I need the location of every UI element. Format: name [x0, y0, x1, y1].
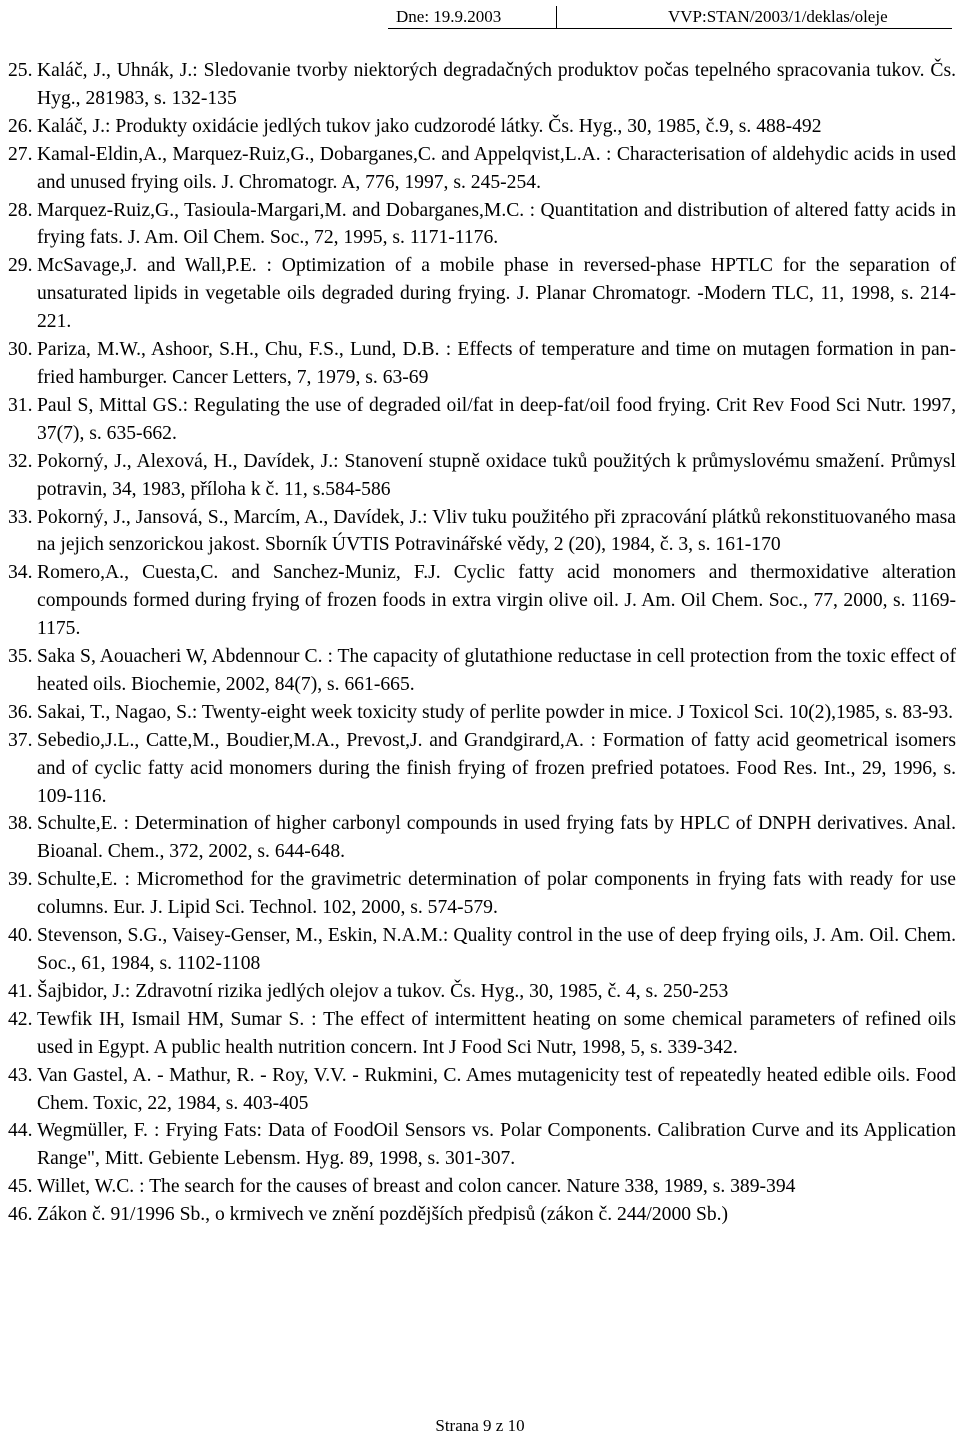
- reference-number: 29.: [8, 255, 33, 277]
- reference-number: 43.: [8, 1064, 33, 1086]
- reference-text: Paul S, Mittal GS.: Regulating the use of degraded oil/fat in deep-fat/oil food frying. Crit Rev Food Sci Nutr. 1997, 37(7), s. 635-662.: [37, 394, 956, 444]
- reference-text: Wegmüller, F. : Frying Fats: Data of FoodOil Sensors vs. Polar Components. Calibration Curve and its Application Range", Mitt. Gebiente Lebensm. Hyg. 89, 1998, s. 301-307.: [37, 1120, 956, 1170]
- reference-item: [0, 727, 956, 811]
- reference-item: [0, 57, 956, 113]
- reference-text: Romero,A., Cuesta,C. and Sanchez-Muniz, F.J. Cyclic fatty acid monomers and thermoxidative alteration compounds formed during frying of frozen foods in extra virgin olive oil. J. Am. Oil Chem. Soc., 77, 2000, s. 1169-1175.: [37, 562, 956, 640]
- reference-item: [0, 559, 956, 643]
- page-footer: [0, 1416, 960, 1436]
- reference-item: [0, 699, 956, 727]
- reference-number: 27.: [8, 143, 33, 165]
- reference-number: 34.: [8, 562, 33, 584]
- reference-number: 32.: [8, 450, 33, 472]
- reference-text: Schulte,E. : Micromethod for the gravimetric determination of polar components in frying fats with ready for use columns. Eur. J. Lipid Sci. Technol. 102, 2000, s. 574-579.: [37, 869, 956, 919]
- reference-text: McSavage,J. and Wall,P.E. : Optimization of a mobile phase in reversed-phase HPTLC for the separation of unsaturated lipids in vegetable oils degraded during frying. J. Planar Chromatogr. -Modern TLC, 11, 1998, s. 214-221.: [37, 255, 956, 333]
- reference-item: [0, 922, 956, 978]
- reference-text: Kaláč, J.: Produkty oxidácie jedlých tukov jako cudzorodé látky. Čs. Hyg., 30, 1985, č.9, s. 488-492: [37, 115, 822, 137]
- reference-number: 31.: [8, 394, 33, 416]
- reference-number: 26.: [8, 115, 33, 137]
- reference-item: [0, 810, 956, 866]
- reference-item: [0, 141, 956, 197]
- reference-number: 44.: [8, 1120, 33, 1142]
- reference-item: [0, 1201, 956, 1229]
- reference-number: 39.: [8, 869, 33, 891]
- reference-item: [0, 504, 956, 560]
- reference-number: 40.: [8, 925, 33, 947]
- reference-text: Sebedio,J.L., Catte,M., Boudier,M.A., Prevost,J. and Grandgirard,A. : Formation of fatty acid geometrical isomers and of cyclic fatty acid monomers during the finish frying of frozen prefried potatoes. Food Res. Int., 29, 1996, s. 109-116.: [37, 729, 956, 807]
- reference-number: 28.: [8, 199, 33, 221]
- reference-text: Van Gastel, A. - Mathur, R. - Roy, V.V. - Rukmini, C. Ames mutagenicity test of repeatedly heated edible oils. Food Chem. Toxic, 22, 1984, s. 403-405: [37, 1064, 956, 1114]
- reference-number: 35.: [8, 646, 33, 668]
- reference-text: Kamal-Eldin,A., Marquez-Ruiz,G., Dobarganes,C. and Appelqvist,L.A. : Characterisation of aldehydic acids in used and unused frying oils. J. Chromatogr. A, 776, 1997, s. 245-254.: [37, 143, 956, 193]
- reference-number: 25.: [8, 60, 33, 81]
- reference-text: Saka S, Aouacheri W, Abdennour C. : The capacity of glutathione reductase in cell protection from the toxic effect of heated oils. Biochemie, 2002, 84(7), s. 661-665.: [37, 646, 956, 695]
- reference-number: 42.: [8, 1008, 33, 1030]
- reference-number: 45.: [8, 1176, 33, 1198]
- header-document-id: VVP:STAN/2003/1/deklas/oleje: [668, 7, 888, 26]
- reference-item: [0, 392, 956, 448]
- page-number: Strana 9 z 10: [435, 1416, 525, 1435]
- reference-text: Schulte,E. : Determination of higher carbonyl compounds in used frying fats by HPLC of DNPH derivatives. Anal. Bioanal. Chem., 372, 2002, s. 644-648.: [37, 813, 956, 863]
- reference-text: Šajbidor, J.: Zdravotní rizika jedlých olejov a tukov. Čs. Hyg., 30, 1985, č. 4, s. 250-253: [37, 980, 729, 1002]
- reference-text: Kaláč, J., Uhnák, J.: Sledovanie tvorby niektorých degradačných produktov počas tepelného spracovania tukov. Čs. Hyg., 281983, s. 132-135: [37, 60, 956, 109]
- reference-number: 33.: [8, 506, 33, 528]
- reference-text: Marquez-Ruiz,G., Tasioula-Margari,M. and Dobarganes,M.C. : Quantitation and distribution of altered fatty acids in frying fats. J. Am. Oil Chem. Soc., 72, 1995, s. 1171-1176.: [37, 199, 956, 249]
- reference-item: [0, 1006, 956, 1062]
- reference-item: [0, 197, 956, 253]
- reference-number: 37.: [8, 729, 33, 751]
- reference-list: [0, 57, 956, 1229]
- reference-text: Zákon č. 91/1996 Sb., o krmivech ve znění pozdějších předpisů (zákon č. 244/2000 Sb.): [37, 1204, 729, 1226]
- reference-text: Sakai, T., Nagao, S.: Twenty-eight week toxicity study of perlite powder in mice. J Toxicol Sci. 10(2),1985, s. 83-93.: [37, 701, 954, 723]
- reference-number: 46.: [8, 1204, 33, 1226]
- reference-item: [0, 252, 956, 336]
- header-divider: [556, 6, 557, 28]
- header-date: Dne: 19.9.2003: [396, 7, 502, 26]
- reference-text: Pariza, M.W., Ashoor, S.H., Chu, F.S., Lund, D.B. : Effects of temperature and time on mutagen formation in pan-fried hamburger. Cancer Letters, 7, 1979, s. 63-69: [37, 339, 956, 388]
- reference-text: Willet, W.C. : The search for the causes of breast and colon cancer. Nature 338, 1989, s. 389-394: [37, 1176, 796, 1198]
- reference-item: [0, 978, 956, 1006]
- page-header: [388, 6, 952, 29]
- reference-item: [0, 336, 956, 392]
- reference-item: [0, 113, 956, 141]
- reference-item: [0, 1117, 956, 1173]
- reference-number: 30.: [8, 339, 33, 361]
- reference-text: Pokorný, J., Alexová, H., Davídek, J.: Stanovení stupně oxidace tuků použitých k průmyslovému smažení. Průmysl potravin, 34, 1983, příloha k č. 11, s.584-586: [37, 450, 956, 500]
- reference-number: 38.: [8, 813, 33, 835]
- reference-item: [0, 866, 956, 922]
- reference-number: 36.: [8, 701, 33, 723]
- reference-item: [0, 643, 956, 699]
- reference-text: Tewfik IH, Ismail HM, Sumar S. : The effect of intermittent heating on some chemical parameters of refined oils used in Egypt. A public health nutrition concern. Int J Food Sci Nutr, 1998, 5, s. 339-342.: [37, 1008, 956, 1058]
- reference-item: [0, 1173, 956, 1201]
- reference-text: Pokorný, J., Jansová, S., Marcím, A., Davídek, J.: Vliv tuku použitého při zpracování plátků rekonstituovaného masa na jejich senzorickou jakost. Sborník ÚVTIS Potravinářské vědy, 2 (20), 1984, č. 3, s. 161-170: [37, 506, 956, 556]
- reference-item: [0, 448, 956, 504]
- reference-text: Stevenson, S.G., Vaisey-Genser, M., Eskin, N.A.M.: Quality control in the use of deep frying oils, J. Am. Oil. Chem. Soc., 61, 1984, s. 1102-1108: [37, 925, 956, 974]
- reference-item: [0, 1062, 956, 1118]
- reference-number: 41.: [8, 980, 33, 1002]
